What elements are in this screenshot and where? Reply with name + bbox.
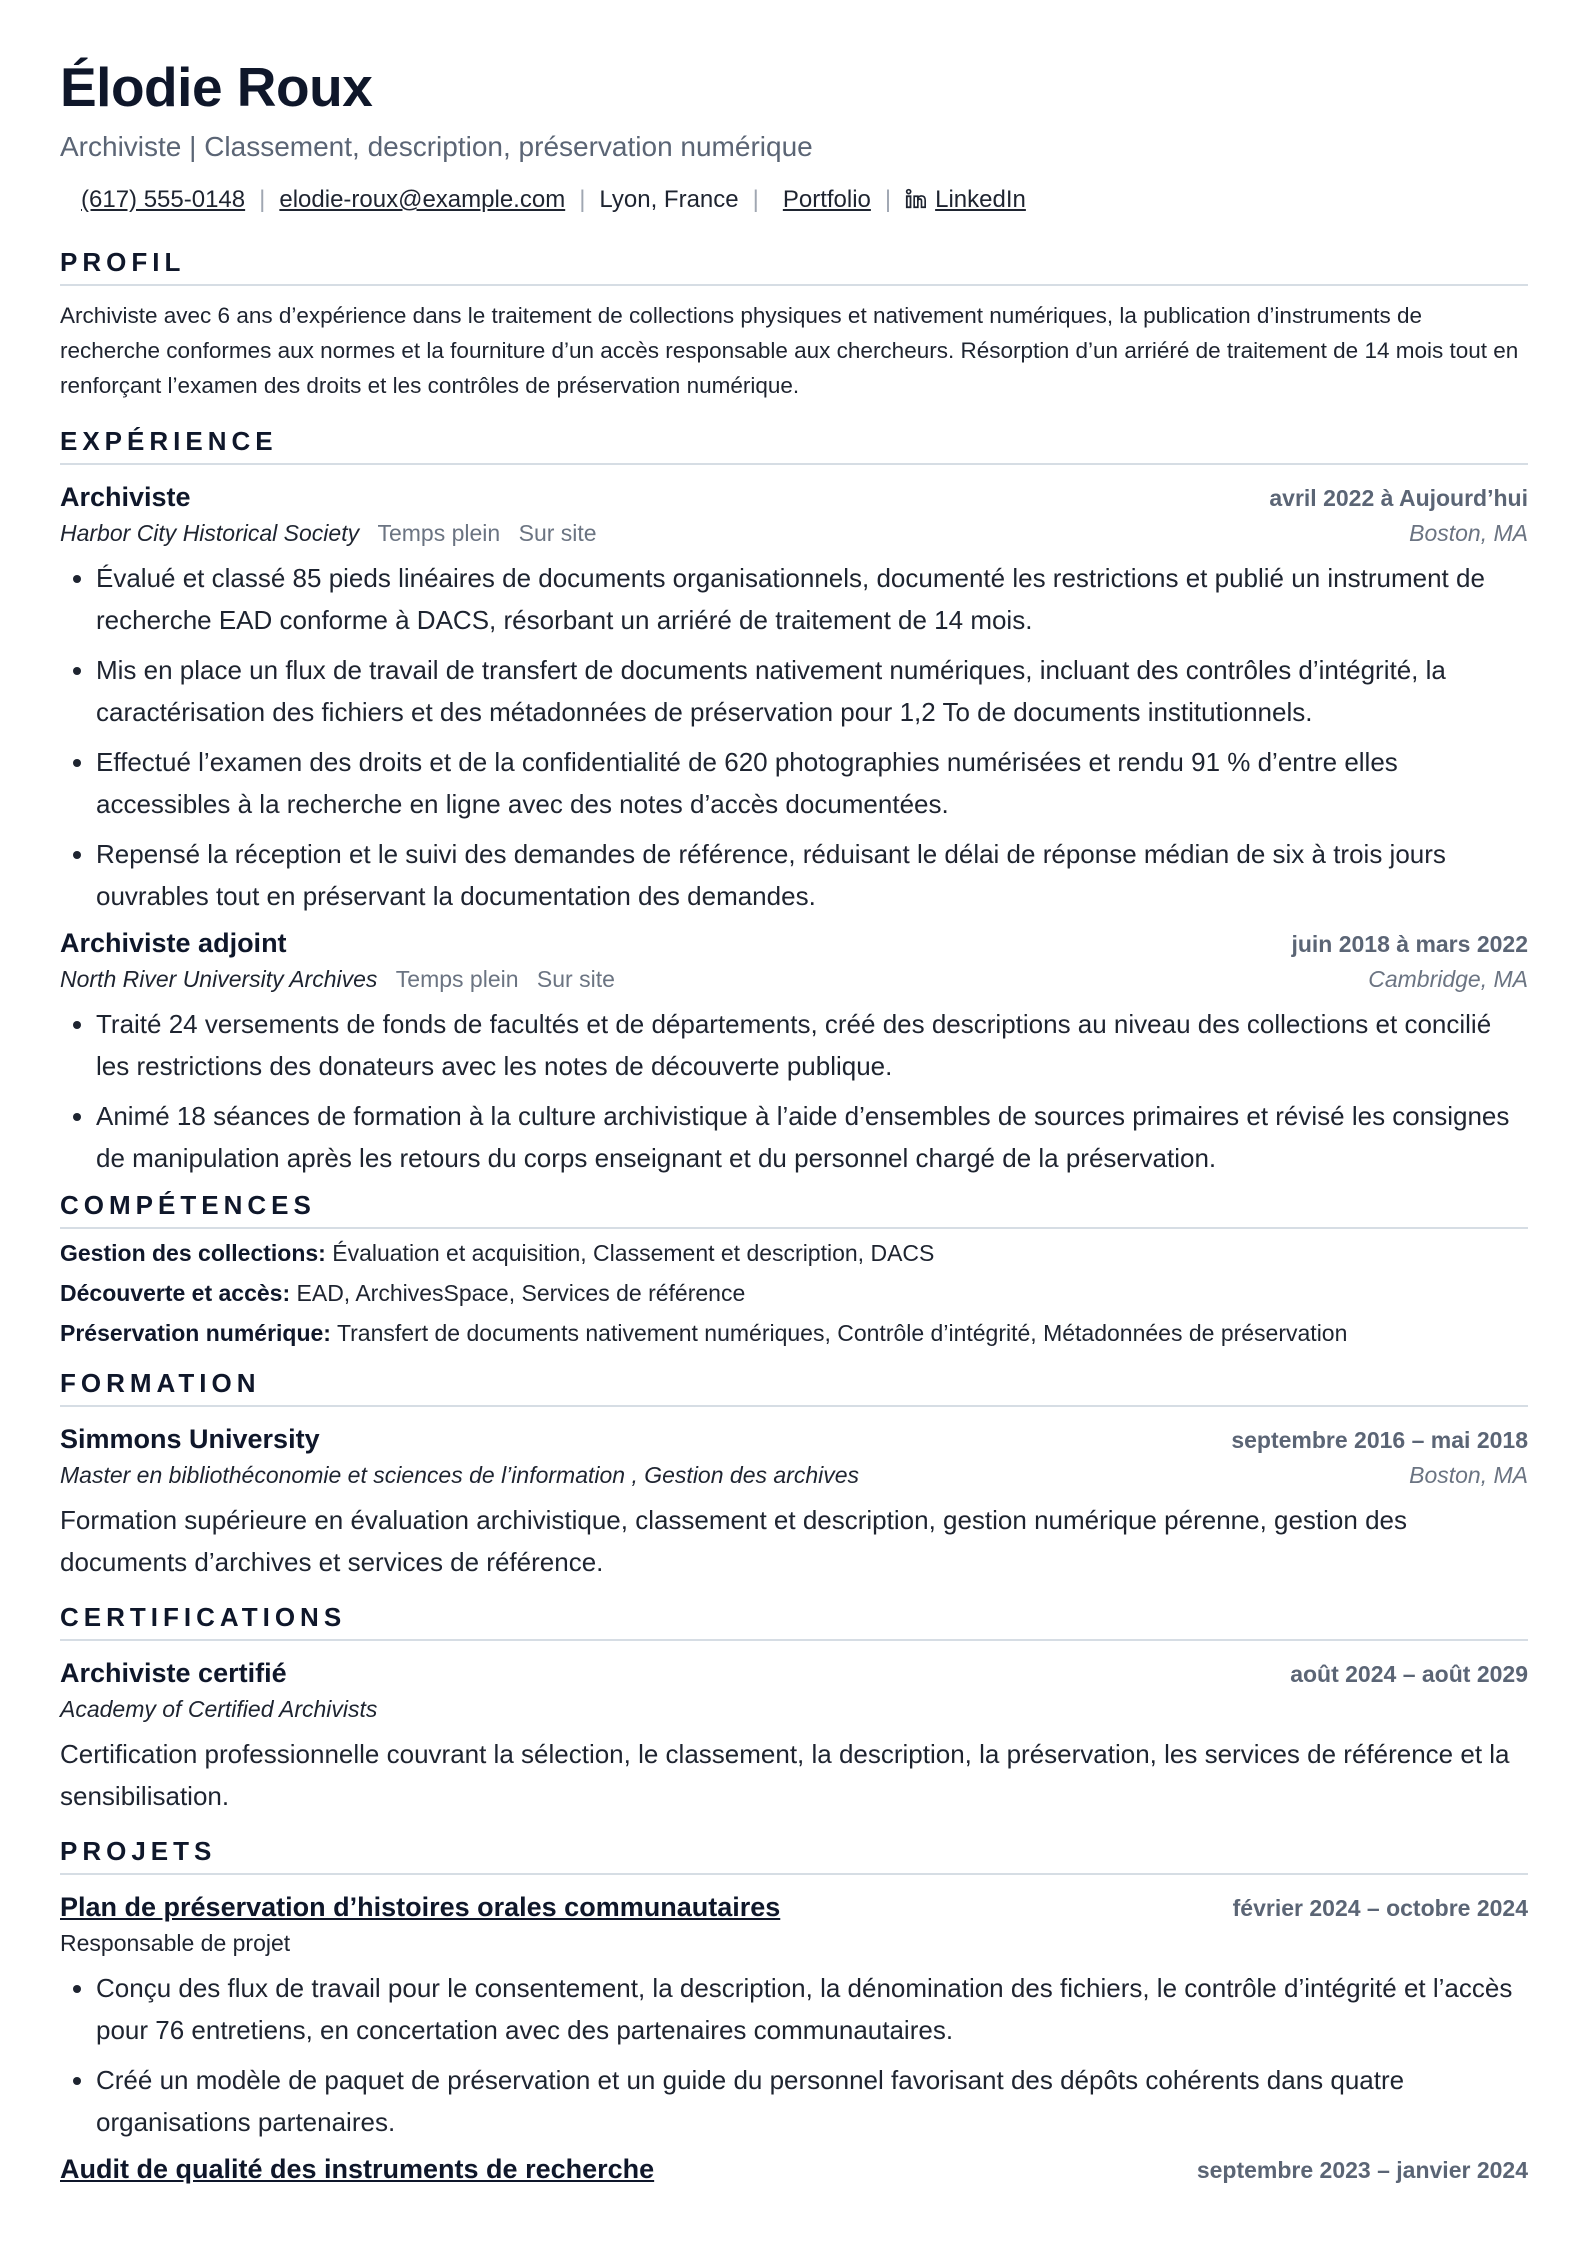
certification-description: Certification professionnelle couvrant la sélection, le classement, la description, la préservation, les services de référence et la sensibilisation. [60, 1739, 1510, 1811]
certification-entry [60, 1655, 1528, 1817]
certification-issuer: Academy of Certified Archivists [60, 1696, 378, 1722]
employer: Harbor City Historical Society [60, 520, 360, 546]
job-bullets [60, 557, 1528, 917]
separator: | [752, 186, 759, 213]
certification-dates: août 2024 – août 2029 [1290, 1661, 1528, 1687]
skill-value: Évaluation et acquisition, Classement et description, DACS [332, 1240, 935, 1266]
job-bullets [60, 1003, 1528, 1179]
project-entry [60, 1889, 1528, 2143]
project-role: Responsable de projet [60, 1930, 291, 1956]
section-title-education: FORMATION [60, 1367, 1528, 1407]
profile-summary: Archiviste avec 6 ans d’expérience dans le traitement de collections physiques et nativement numériques, la publication d’instruments de recherche conformes aux normes et la fourniture d’un accès responsable aux chercheurs. Résorption d’un arriéré de traitement de 14 mois tout en renforçant l’examen des droits et les contrôles de préservation numérique. [60, 303, 1519, 398]
degree: Master en bibliothéconomie et sciences de l’information , Gestion des archives [60, 1462, 860, 1488]
job-title: Archiviste [60, 482, 191, 512]
job-dates: avril 2022 à Aujourd’hui [1269, 485, 1528, 511]
separator: | [579, 186, 586, 213]
project-bullets [60, 1967, 1528, 2143]
experience-entry [60, 925, 1528, 1179]
section-title-certifications: CERTIFICATIONS [60, 1601, 1528, 1641]
employer: North River University Archives [60, 966, 378, 992]
phone-link[interactable]: (617) 555-0148 [81, 186, 246, 213]
job-dates: juin 2018 à mars 2022 [1291, 931, 1528, 957]
skill-row [60, 1233, 1528, 1273]
separator: | [259, 186, 266, 213]
skill-label: Préservation numérique: [60, 1320, 331, 1346]
list-item: • Mis en place un flux de travail de transfert de documents nativement numériques, incluant des contrôles d’intégrité, la caractérisation des fichiers et des métadonnées de préservation pour 1,2 To de documents institutionnels. [96, 649, 1528, 733]
work-mode: Sur site [536, 966, 615, 992]
section-title-experience: EXPÉRIENCE [60, 425, 1528, 465]
work-mode: Sur site [518, 520, 597, 546]
section-title-projects: PROJETS [60, 1835, 1528, 1875]
email-link[interactable]: elodie-roux@example.com [279, 186, 566, 213]
list-item: • Repensé la réception et le suivi des demandes de référence, réduisant le délai de réponse médian de six à trois jours ouvrables tout en préservant la documentation des demandes. [96, 833, 1528, 917]
headline: Archiviste | Classement, description, préservation numérique [60, 131, 813, 162]
list-item: • Conçu des flux de travail pour le consentement, la description, la dénomination des fichiers, le contrôle d’intégrité et l’accès pour 76 entretiens, en concertation avec des partenaires communautaires. [96, 1967, 1528, 2051]
skill-value: Transfert de documents nativement numériques, Contrôle d’intégrité, Métadonnées de préservation [336, 1320, 1348, 1346]
school-name: Simmons University [60, 1424, 320, 1454]
skill-row [60, 1313, 1528, 1353]
separator: | [884, 186, 892, 213]
linkedin-link[interactable]: LinkedIn [935, 186, 1026, 213]
skill-label: Découverte et accès: [60, 1280, 291, 1306]
list-item: • Évalué et classé 85 pieds linéaires de documents organisationnels, documenté les restrictions et publié un instrument de recherche EAD conforme à DACS, résorbant un arriéré de traitement de 14 mois. [96, 557, 1528, 641]
list-item: • Effectué l’examen des droits et de la confidentialité de 620 photographies numérisées et rendu 91 % d’entre elles accessibles à la recherche en ligne avec des notes d’accès documentées. [96, 741, 1528, 825]
contact-bar [60, 184, 1528, 216]
section-title-profile: PROFIL [60, 246, 1528, 286]
job-title: Archiviste adjoint [60, 928, 287, 958]
location-text: Lyon, France [599, 186, 739, 213]
skill-label: Gestion des collections: [60, 1240, 326, 1266]
list-item: • Traité 24 versements de fonds de facultés et de départements, créé des descriptions au niveau des collections et concilié les restrictions des donateurs avec les notes de découverte publique. [96, 1003, 1528, 1087]
project-dates: février 2024 – octobre 2024 [1232, 1895, 1528, 1921]
list-item: • Créé un modèle de paquet de préservation et un guide du personnel favorisant des dépôts cohérents dans quatre organisations partenaires. [96, 2059, 1528, 2143]
job-location: Cambridge, MA [1368, 966, 1528, 992]
education-description: Formation supérieure en évaluation archivistique, classement et description, gestion numérique pérenne, gestion des documents d’archives et services de référence. [60, 1505, 1407, 1577]
job-location: Boston, MA [1409, 520, 1528, 546]
skill-value: EAD, ArchivesSpace, Services de référence [296, 1280, 746, 1306]
portfolio-link[interactable]: Portfolio [782, 186, 871, 213]
experience-entry [60, 479, 1528, 917]
education-dates: septembre 2016 – mai 2018 [1231, 1427, 1528, 1453]
employment-type: Temps plein [377, 520, 501, 546]
skill-row [60, 1273, 1528, 1313]
skills-list [60, 1233, 1528, 1353]
education-entry [60, 1421, 1528, 1583]
project-title-link[interactable]: Audit de qualité des instruments de recherche [60, 2154, 655, 2184]
project-title-link[interactable]: Plan de préservation d’histoires orales communautaires [60, 1892, 781, 1922]
section-title-skills: COMPÉTENCES [60, 1189, 1528, 1229]
linkedin-icon [905, 184, 935, 216]
employment-type: Temps plein [395, 966, 519, 992]
candidate-name: Élodie Roux [60, 56, 373, 118]
certification-title: Archiviste certifié [60, 1658, 287, 1688]
education-location: Boston, MA [1409, 1462, 1528, 1488]
project-entry [60, 2151, 1528, 2187]
project-dates: septembre 2023 – janvier 2024 [1196, 2157, 1528, 2183]
list-item: • Animé 18 séances de formation à la culture archivistique à l’aide d’ensembles de sources primaires et révisé les consignes de manipulation après les retours du corps enseignant et du personnel chargé de la préservation. [96, 1095, 1528, 1179]
